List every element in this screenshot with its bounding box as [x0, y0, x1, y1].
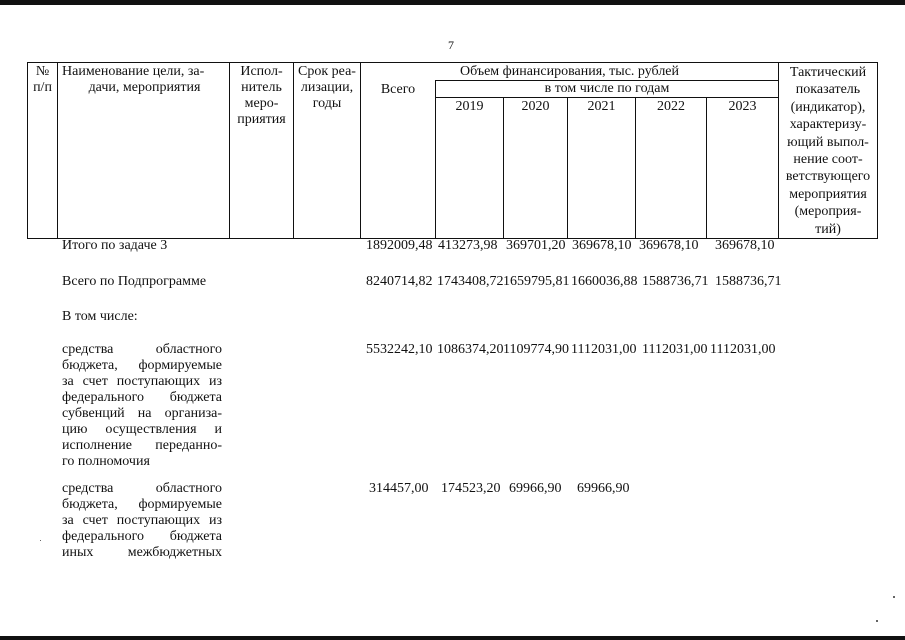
row-label-multiline: средства областного бюджета, формируемые за счет поступающих из федерального бюджета субвенций на организа- цию осуществления и исполнение переданно- го полномочия [62, 342, 222, 469]
row-label-including: В том числе: [62, 309, 138, 324]
row-total: 8240714,82 [366, 274, 433, 289]
row-value-2021: 1660036,88 [571, 274, 638, 289]
row-value-2019: 1743408,72 [437, 274, 504, 289]
header-year-2019: 2019 [455, 99, 484, 114]
row-label: Итого по задаче 3 [62, 238, 168, 253]
scan-border-top [0, 0, 905, 5]
row-value-2020: 1109774,90 [503, 342, 569, 357]
row-value-2021: 69966,90 [577, 481, 630, 496]
header-year-2023: 2023 [728, 99, 757, 114]
row-value-2020: 369701,20 [506, 238, 566, 253]
scan-speck [876, 620, 878, 622]
row-value-2022: 1112031,00 [642, 342, 708, 357]
row-label-multiline: средства областного бюджета, формируемые за счет поступающих из федерального бюджета иных межбюджетных [62, 481, 222, 560]
row-value-2021: 369678,10 [572, 238, 632, 253]
header-funding-title: Объем финансирования, тыс. рублей [459, 64, 680, 79]
row-value-2019: 413273,98 [438, 238, 498, 253]
row-label: Всего по Подпрограмме [62, 274, 207, 289]
row-value-2023: 369678,10 [715, 238, 775, 253]
row-total: 1892009,48 [366, 238, 433, 253]
row-value-2020: 1659795,81 [503, 274, 570, 289]
row-value-2022: 1588736,71 [642, 274, 709, 289]
header-indicator-column: Тактический показатель (индикатор), характеризу- ющий выпол- нение соот- ветствующего мероприятия (мероприя- тий) [785, 65, 871, 237]
row-total: 314457,00 [369, 481, 429, 496]
scan-speck [893, 596, 895, 598]
row-value-2023: 1112031,00 [710, 342, 776, 357]
row-value-2022: 369678,10 [639, 238, 699, 253]
scan-border-bottom [0, 636, 905, 640]
header-year-2022: 2022 [657, 99, 685, 114]
header-by-years: в том числе по годам [544, 81, 670, 96]
page-number: 7 [448, 38, 454, 52]
header-executor-column: Испол- нитель меро- приятия [237, 64, 286, 127]
scan-speck [40, 540, 41, 541]
row-total: 5532242,10 [366, 342, 433, 357]
header-year-2020: 2020 [521, 99, 550, 114]
row-value-2019: 1086374,20 [437, 342, 504, 357]
row-value-2020: 69966,90 [509, 481, 562, 496]
header-total-column: Всего [380, 82, 416, 97]
header-number-column: № п/п [33, 64, 52, 95]
row-value-2021: 1112031,00 [571, 342, 637, 357]
header-name-column: Наименование цели, за- дачи, мероприятия [62, 64, 205, 95]
header-term-column: Срок реа- лизации, годы [298, 64, 356, 111]
row-value-2023: 1588736,71 [715, 274, 782, 289]
header-year-2021: 2021 [587, 99, 616, 114]
row-value-2019: 174523,20 [441, 481, 501, 496]
